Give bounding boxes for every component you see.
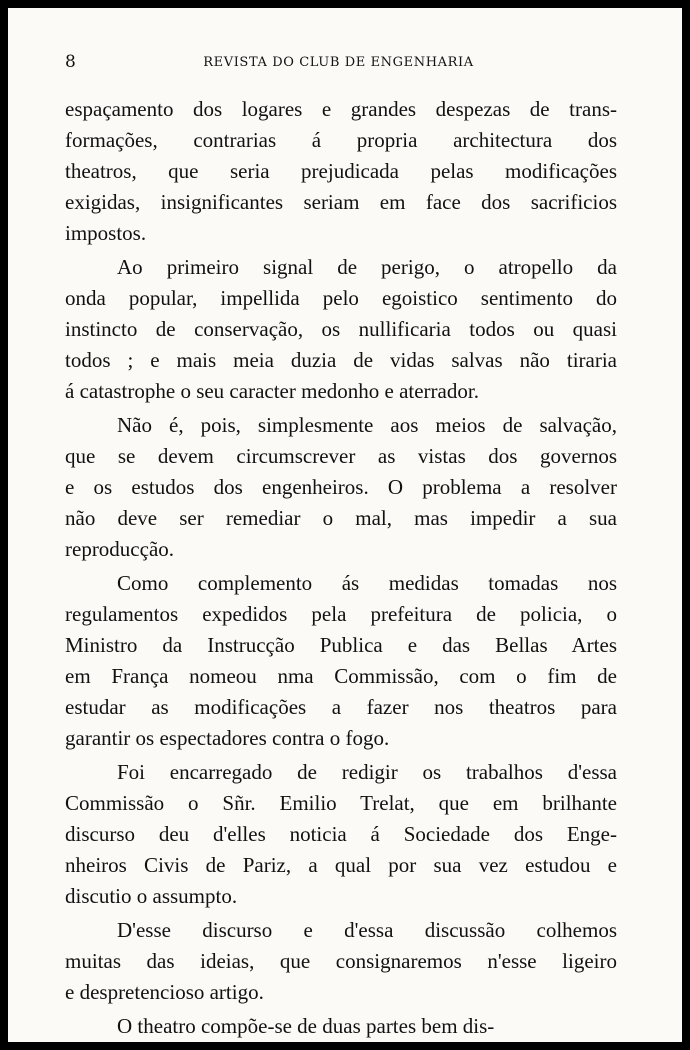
paragraph [65,94,617,249]
paragraph [65,1011,617,1042]
text-line: muitas das ideias, que consignaremos n'esse ligeiro [65,949,617,973]
text-line: todos ; e mais meia duzia de vidas salvas não tiraria [65,348,617,372]
text-line: instincto de conservação, os nullificaria todos ou quasi [65,317,617,341]
book-page [8,8,682,1042]
text-line: Não é, pois, simplesmente aos meios de salvação, [117,413,617,437]
text-line: e despretencioso artigo. [65,980,264,1004]
paragraph [65,252,617,407]
paragraph [65,410,617,565]
text-line: regulamentos expedidos pela prefeitura de policia, o [65,602,617,626]
text-line: em França nomeou nma Commissão, com o fim de [65,664,617,688]
text-line: Como complemento ás medidas tomadas nos [117,571,617,595]
paragraph [65,915,617,1008]
text-line: discurso deu d'elles noticia á Sociedade dos Enge- [65,822,617,846]
body-text [65,94,617,1045]
text-line: D'esse discurso e d'essa discussão colhemos [117,918,617,942]
running-title: REVISTA DO CLUB DE ENGENHARIA [203,55,474,70]
text-line: exigidas, insignificantes seriam em face dos sacrificios [65,190,617,214]
text-line: e os estudos dos engenheiros. O problema a resolver [65,475,617,499]
text-line: formações, contrarias á propria architectura dos [65,128,617,152]
text-line: não deve ser remediar o mal, mas impedir a sua [65,506,617,530]
text-line: Foi encarregado de redigir os trabalhos d'essa [117,760,617,784]
text-line: que se devem circumscrever as vistas dos governos [65,444,617,468]
paragraph [65,757,617,912]
text-line: Commissão o Sñr. Emilio Trelat, que em brilhante [65,791,617,815]
text-line: theatros, que seria prejudicada pelas modificações [65,159,617,183]
paragraph [65,568,617,754]
text-line: espaçamento dos logares e grandes despezas de trans- [65,97,617,121]
text-line: O theatro compõe-se de duas partes bem dis- [117,1014,495,1038]
text-line: nheiros Civis de Pariz, a qual por sua vez estudou e [65,853,617,877]
text-line: impostos. [65,221,147,245]
text-line: á catastrophe o seu caracter medonho e aterrador. [65,379,479,403]
text-line: discutio o assumpto. [65,884,238,908]
page-header [65,52,612,72]
text-line: estudar as modificações a fazer nos theatros para [65,695,617,719]
text-line: Ministro da Instrucção Publica e das Bellas Artes [65,633,617,657]
text-line: garantir os espectadores contra o fogo. [65,726,390,750]
text-line: Ao primeiro signal de perigo, o atropello da [117,255,617,279]
page-number: 8 [65,52,76,72]
text-line: reproducção. [65,537,175,561]
text-line: onda popular, impellida pelo egoistico sentimento do [65,286,617,310]
